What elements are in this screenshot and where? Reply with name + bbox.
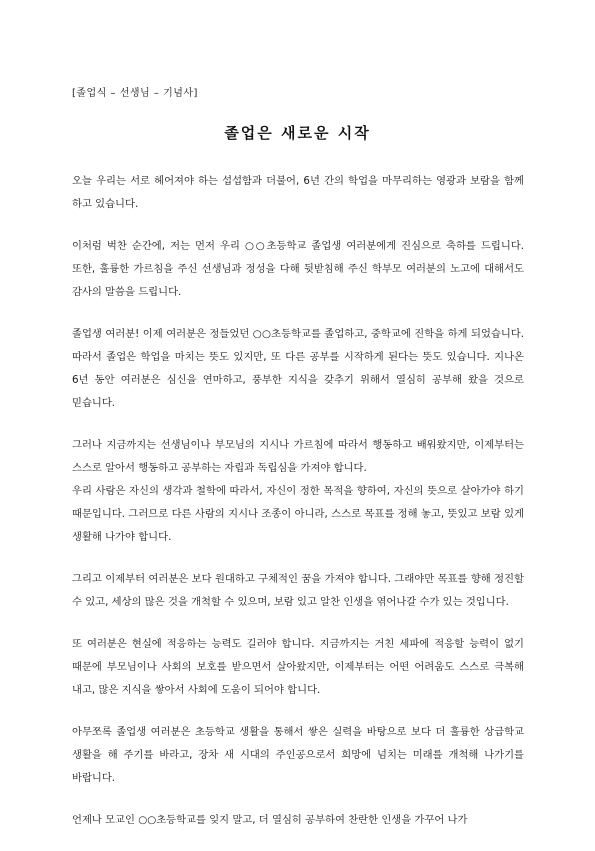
document-header: [졸업식 – 선생님 – 기념사] [72,88,198,99]
paragraph: 그리고 이제부터 여러분은 보다 원대하고 구체적인 꿈을 가져야 합니다. 그래야만 목표를 향해 정진할 수 있고, 세상의 많은 것을 개척할 수 있으며, 보람 있고 알찬 인생을 엮어나갈 수가 있는 것입니다. [72,573,524,608]
paragraph: 오늘 우리는 서로 헤어져야 하는 섭섭함과 더불어, 6년 간의 학업을 마무리하는 영광과 보람을 함께 하고 있습니다. [72,175,524,210]
paragraph: 우리 사람은 자신의 생각과 철학에 따라서, 자신이 정한 목적을 향하여, 자신의 뜻으로 살아가야 하기 때문입니다. 그러므로 다른 사람의 지시나 조종이 아니라, 스스로 목표를 정해 놓고, 뜻있고 보람 있게 생활해 나가야 합니다. [72,485,524,543]
paragraph: 졸업생 여러분! 이제 여러분은 정들었던 ○○초등학교를 졸업하고, 중학교에 진학을 하게 되었습니다. 따라서 졸업은 학업을 마치는 뜻도 있지만, 또 다른 공부를 시작하게 된다는 뜻도 있습니다. 지나온 6년 동안 여러분은 심신을 연마하고, 풍부한 지식을 갖추기 위해서 열심히 공부해 왔을 것으로 믿습니다. [72,328,524,409]
document-body [72,170,524,851]
paragraph: 또 여러분은 현실에 적응하는 능력도 길러야 합니다. 지금까지는 거친 세파에 적응할 능력이 없기 때문에 부모님이나 사회의 보호를 받으면서 살아왔지만, 이제부터는 어떤 어려움도 스스로 극복해 내고, 많은 지식을 쌓아서 사회에 도움이 되어야 합니다. [72,638,524,696]
paragraph: 아무쪼록 졸업생 여러분은 초등학교 생활을 통해서 쌓은 실력을 바탕으로 보다 더 훌륭한 상급학교 생활을 해 주기를 바라고, 장차 새 시대의 주인공으로서 희망에 넘치는 미래를 개척해 나가기를 바랍니다. [72,726,524,784]
paragraph: 그러나 지금까지는 선생님이나 부모님의 지시나 가르침에 따라서 행동하고 배워왔지만, 이제부터는 스스로 알아서 행동하고 공부하는 자립과 독립심을 가져야 합니다. [72,439,524,474]
paragraph: 이처럼 벅찬 순간에, 저는 먼저 우리 ○○초등학교 졸업생 여러분에게 진심으로 축하를 드립니다. 또한, 훌륭한 가르침을 주신 선생님과 정성을 다해 뒷받침해 주신 학부모 여러분의 노고에 대해서도 감사의 말씀을 드립니다. [72,240,524,298]
paragraph: 언제나 모교인 ○○초등학교를 잊지 말고, 더 열심히 공부하여 찬란한 인생을 가꾸어 나가 [72,814,468,826]
document-title: 졸업은 새로운 시작 [224,124,371,142]
